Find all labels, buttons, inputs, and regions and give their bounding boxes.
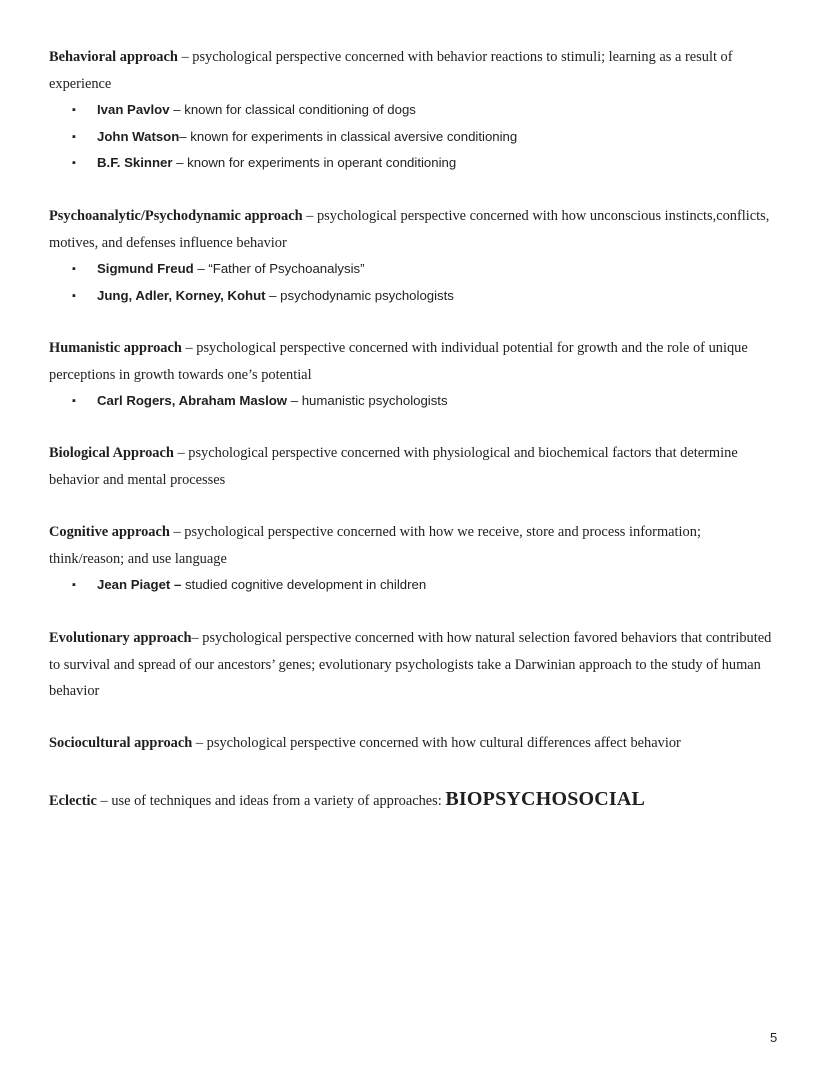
- person-name: Sigmund Freud: [97, 261, 194, 276]
- section-humanistic: [49, 335, 779, 415]
- list-item: [49, 124, 779, 151]
- section-psychoanalytic: [49, 203, 779, 309]
- term: Evolutionary approach: [49, 630, 192, 646]
- term: Humanistic approach: [49, 340, 182, 356]
- bullet-icon: ▪: [72, 395, 76, 407]
- term: Psychoanalytic/Psychodynamic approach: [49, 208, 303, 224]
- person-note: studied cognitive development in children: [181, 577, 427, 592]
- person-note: – known for classical conditioning of dogs: [169, 102, 416, 117]
- definition-text: – psychological perspective concerned with how unconscious instincts,conflicts, motives, and defenses influence behavior: [49, 208, 770, 251]
- definition-paragraph: [49, 625, 779, 705]
- definition-text: – psychological perspective concerned with behavior reactions to stimuli; learning as a result of experience: [49, 49, 733, 92]
- term: Eclectic: [49, 793, 97, 809]
- definition-text: – use of techniques and ideas from a variety of approaches:: [96, 793, 446, 809]
- section-behavioral: [49, 44, 779, 177]
- list-item: [49, 150, 779, 177]
- bullet-list: [49, 388, 779, 415]
- person-name: Ivan Pavlov: [97, 102, 170, 117]
- list-item: [49, 572, 779, 599]
- list-item: [49, 256, 779, 283]
- person-note: – known for experiments in classical aversive conditioning: [179, 128, 518, 144]
- bullet-list: [49, 256, 779, 309]
- definition-paragraph: [49, 335, 779, 388]
- person-name: Jung, Adler, Korney, Kohut: [97, 287, 266, 303]
- bullet-icon: ▪: [72, 579, 76, 591]
- person-note: – psychodynamic psychologists: [265, 287, 454, 303]
- definition-paragraph: [49, 730, 779, 757]
- list-item: [49, 283, 779, 310]
- list-item: [49, 388, 779, 415]
- definition-text: – psychological perspective concerned with how cultural differences affect behavior: [192, 735, 681, 751]
- person-name: B.F. Skinner: [97, 155, 173, 170]
- bullet-icon: ▪: [72, 104, 76, 116]
- term: Sociocultural approach: [49, 735, 193, 751]
- section-eclectic: [49, 786, 779, 815]
- term: Behavioral approach: [49, 49, 178, 65]
- bullet-list: [49, 572, 779, 599]
- bullet-list: [49, 97, 779, 177]
- section-biological: [49, 440, 779, 493]
- emphasis-word: BIOPSYCHOSOCIAL: [445, 788, 646, 810]
- definition-text: – psychological perspective concerned with how natural selection favored behaviors that contributed to survival and spread of our ancestors’ genes; evolutionary psychologists take a Darwinian approach to the study of human behavior: [49, 630, 772, 699]
- section-cognitive: [49, 519, 779, 599]
- section-sociocultural: [49, 730, 779, 757]
- definition-text: – psychological perspective concerned with individual potential for growth and the role of unique perceptions in growth towards one’s potential: [49, 340, 748, 383]
- definition-paragraph: [49, 786, 779, 815]
- page-number: 5: [770, 1030, 778, 1045]
- definition-text: – psychological perspective concerned with how we receive, store and process information; think/reason; and use language: [49, 524, 701, 567]
- definition-paragraph: [49, 44, 779, 97]
- person-note: – “Father of Psychoanalysis”: [193, 261, 365, 276]
- bullet-icon: ▪: [72, 289, 76, 302]
- section-evolutionary: [49, 625, 779, 705]
- bullet-icon: ▪: [72, 157, 76, 169]
- bullet-icon: ▪: [72, 263, 76, 275]
- term: Cognitive approach: [49, 524, 170, 540]
- definition-text: – psychological perspective concerned with physiological and biochemical factors that determine behavior and mental processes: [49, 445, 738, 488]
- bullet-icon: ▪: [72, 130, 76, 143]
- list-item: [49, 97, 779, 124]
- definition-paragraph: [49, 519, 779, 572]
- person-note: – humanistic psychologists: [287, 393, 448, 408]
- person-name: Jean Piaget –: [97, 577, 182, 592]
- definition-paragraph: [49, 203, 779, 256]
- person-note: – known for experiments in operant conditioning: [172, 155, 457, 170]
- definition-paragraph: [49, 440, 779, 493]
- term: Biological Approach: [49, 445, 174, 461]
- person-name: John Watson: [97, 128, 180, 144]
- person-name: Carl Rogers, Abraham Maslow: [97, 393, 288, 408]
